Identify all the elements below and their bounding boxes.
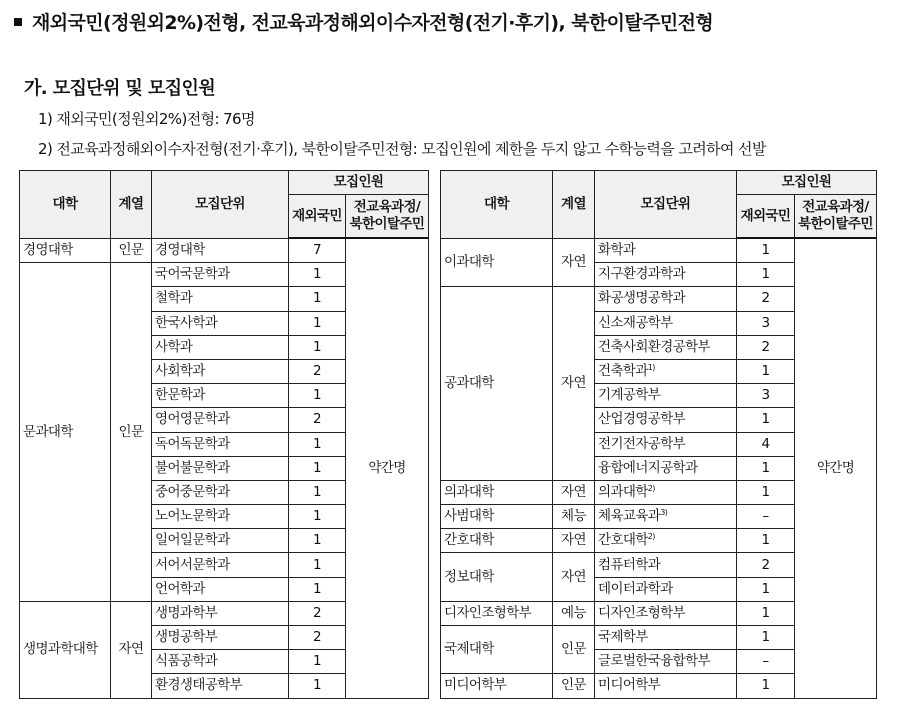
- header-track: 계열: [111, 171, 152, 239]
- note-overseas-quota: 1) 재외국민(정원외2%)전형: 76명: [38, 110, 255, 128]
- unit-name: 화학과: [598, 241, 636, 258]
- unit-name: 독어독문학과: [155, 435, 230, 452]
- header-unit: 모집단위: [595, 171, 737, 239]
- college-cell: 의과대학: [441, 480, 553, 504]
- unit-name: 국어국문학과: [155, 266, 230, 283]
- overseas-count-cell: 1: [289, 311, 346, 335]
- overseas-count-cell: 2: [289, 601, 346, 625]
- overseas-count-cell: 2: [289, 408, 346, 432]
- unit-cell: [152, 287, 289, 311]
- unit-name: 간호대학: [598, 532, 648, 549]
- unit-name: 중어중문학과: [155, 483, 230, 500]
- unit-cell: [595, 505, 737, 529]
- overseas-count-cell: 1: [737, 408, 795, 432]
- overseas-count-cell: 1: [289, 529, 346, 553]
- unit-name: 신소재공학부: [598, 314, 673, 331]
- unit-name: 노어노문학과: [155, 508, 230, 525]
- header-quota: 모집인원: [289, 171, 429, 195]
- header-unit: 모집단위: [152, 171, 289, 239]
- footnote-marker: 2): [647, 483, 655, 493]
- unit-cell: [152, 456, 289, 480]
- square-bullet-icon: [14, 18, 22, 26]
- unit-name: 언어학과: [155, 580, 205, 597]
- footnote-marker: 1): [647, 363, 655, 373]
- unit-cell: [595, 359, 737, 383]
- overseas-count-cell: 1: [289, 480, 346, 504]
- unit-cell: [152, 650, 289, 674]
- college-cell: 이과대학: [441, 238, 553, 287]
- unit-name: 건축사회환경공학부: [598, 338, 710, 355]
- overseas-count-cell: 1: [737, 601, 795, 625]
- table-row: [441, 238, 877, 263]
- track-cell: 체능: [553, 505, 595, 529]
- unit-cell: [152, 238, 289, 263]
- overseas-count-cell: 1: [737, 456, 795, 480]
- unit-name: 지구환경과학과: [598, 266, 686, 283]
- track-cell: 자연: [111, 601, 152, 698]
- header-other-line2: 북한이탈주민: [798, 216, 873, 232]
- college-cell: 미디어학부: [441, 674, 553, 698]
- college-cell: 사범대학: [441, 505, 553, 529]
- overseas-count-cell: 7: [289, 238, 346, 263]
- overseas-count-cell: 4: [737, 432, 795, 456]
- track-cell: 예능: [553, 601, 595, 625]
- overseas-count-cell: 1: [289, 432, 346, 456]
- table-header: [441, 171, 877, 239]
- unit-name: 미디어학부: [598, 677, 661, 694]
- quota-table-right: [440, 170, 877, 699]
- college-cell: 정보대학: [441, 553, 553, 601]
- unit-cell: [152, 505, 289, 529]
- unit-cell: [595, 287, 737, 311]
- unit-name: 불어불문학과: [155, 459, 230, 476]
- footnote-marker: 3): [660, 508, 668, 518]
- unit-name: 철학과: [155, 290, 193, 307]
- header-overseas: 재외국민: [737, 195, 795, 239]
- track-cell: 자연: [553, 287, 595, 481]
- overseas-count-cell: 1: [289, 287, 346, 311]
- college-cell: 생명과학대학: [20, 601, 111, 698]
- overseas-count-cell: 1: [737, 626, 795, 650]
- unit-name: 영어영문학과: [155, 411, 230, 428]
- unit-name: 산업경영공학부: [598, 411, 686, 428]
- college-cell: 공과대학: [441, 287, 553, 481]
- unit-cell: [152, 263, 289, 287]
- unit-cell: [152, 626, 289, 650]
- unit-cell: [152, 601, 289, 625]
- overseas-count-cell: 1: [737, 577, 795, 601]
- overseas-count-cell: 1: [737, 359, 795, 383]
- header-college: 대학: [20, 171, 111, 239]
- unit-cell: [595, 335, 737, 359]
- header-other-line1: 전교육과정/: [802, 199, 869, 215]
- unit-name: 식품공학과: [155, 653, 218, 670]
- unit-name: 글로벌한국융합학부: [598, 653, 710, 670]
- header-overseas: 재외국민: [289, 195, 346, 239]
- unit-name: 환경생태공학부: [155, 677, 243, 694]
- overseas-count-cell: 1: [737, 529, 795, 553]
- unit-cell: [595, 384, 737, 408]
- unit-cell: [595, 650, 737, 674]
- other-quota-cell: 약간명: [795, 238, 877, 698]
- table-body: [20, 238, 429, 698]
- overseas-count-cell: 2: [289, 626, 346, 650]
- unit-name: 건축학과: [598, 363, 648, 380]
- overseas-count-cell: 3: [737, 384, 795, 408]
- overseas-count-cell: 1: [289, 456, 346, 480]
- college-cell: 국제대학: [441, 626, 553, 674]
- unit-name: 국제학부: [598, 629, 648, 646]
- subsection-title: 가. 모집단위 및 모집인원: [24, 78, 216, 99]
- unit-name: 의과대학: [598, 483, 648, 500]
- quota-table-left: [19, 170, 429, 699]
- unit-cell: [152, 480, 289, 504]
- unit-name: 디자인조형학부: [598, 604, 686, 621]
- unit-name: 서어서문학과: [155, 556, 230, 573]
- unit-name: 전기전자공학부: [598, 435, 686, 452]
- track-cell: 인문: [553, 674, 595, 698]
- table-header: [20, 171, 429, 239]
- unit-name: 생명과학부: [155, 604, 218, 621]
- unit-cell: [152, 529, 289, 553]
- section-title-text: 재외국민(정원외2%)전형, 전교육과정해외이수자전형(전기·후기), 북한이탈주민전형: [32, 12, 714, 34]
- overseas-count-cell: 1: [289, 335, 346, 359]
- section-title: [14, 8, 713, 35]
- unit-cell: [595, 577, 737, 601]
- unit-cell: [152, 408, 289, 432]
- overseas-count-cell: –: [737, 650, 795, 674]
- unit-name: 생명공학부: [155, 629, 218, 646]
- header-track: 계열: [553, 171, 595, 239]
- overseas-count-cell: 1: [289, 384, 346, 408]
- unit-cell: [152, 335, 289, 359]
- unit-cell: [152, 359, 289, 383]
- unit-cell: [152, 553, 289, 577]
- header-other: [795, 195, 877, 239]
- college-cell: 문과대학: [20, 263, 111, 602]
- header-other: [346, 195, 429, 239]
- college-cell: 간호대학: [441, 529, 553, 553]
- unit-cell: [152, 311, 289, 335]
- overseas-count-cell: 1: [737, 238, 795, 263]
- overseas-count-cell: 1: [737, 674, 795, 698]
- unit-name: 화공생명공학과: [598, 290, 686, 307]
- table-row: [20, 238, 429, 263]
- track-cell: 인문: [553, 626, 595, 674]
- overseas-count-cell: 2: [737, 335, 795, 359]
- unit-name: 융합에너지공학과: [598, 459, 698, 476]
- college-cell: 경영대학: [20, 238, 111, 263]
- other-quota-cell: 약간명: [346, 238, 429, 698]
- track-cell: 인문: [111, 238, 152, 263]
- unit-name: 데이터과학과: [598, 580, 673, 597]
- unit-cell: [152, 384, 289, 408]
- unit-name: 일어일문학과: [155, 532, 230, 549]
- unit-cell: [595, 480, 737, 504]
- college-cell: 디자인조형학부: [441, 601, 553, 625]
- unit-name: 경영대학: [155, 241, 205, 258]
- unit-name: 한문학과: [155, 387, 205, 404]
- overseas-count-cell: 2: [289, 359, 346, 383]
- overseas-count-cell: 2: [737, 287, 795, 311]
- track-cell: 자연: [553, 480, 595, 504]
- overseas-count-cell: 2: [737, 553, 795, 577]
- unit-name: 사회학과: [155, 363, 205, 380]
- overseas-count-cell: 1: [289, 263, 346, 287]
- overseas-count-cell: 1: [289, 553, 346, 577]
- unit-cell: [595, 626, 737, 650]
- header-quota: 모집인원: [737, 171, 877, 195]
- unit-cell: [595, 529, 737, 553]
- unit-name: 기계공학부: [598, 387, 661, 404]
- unit-cell: [595, 601, 737, 625]
- unit-cell: [595, 311, 737, 335]
- header-other-line1: 전교육과정/: [353, 199, 421, 215]
- footnote-marker: 2): [647, 532, 655, 542]
- track-cell: 인문: [111, 263, 152, 602]
- unit-cell: [595, 432, 737, 456]
- unit-cell: [152, 432, 289, 456]
- unit-cell: [595, 456, 737, 480]
- track-cell: 자연: [553, 553, 595, 601]
- unit-cell: [595, 263, 737, 287]
- overseas-count-cell: 1: [737, 263, 795, 287]
- unit-cell: [595, 408, 737, 432]
- unit-name: 사학과: [155, 338, 193, 355]
- overseas-count-cell: 1: [289, 650, 346, 674]
- header-college: 대학: [441, 171, 553, 239]
- unit-cell: [595, 674, 737, 698]
- overseas-count-cell: 1: [289, 577, 346, 601]
- unit-cell: [152, 577, 289, 601]
- overseas-count-cell: 3: [737, 311, 795, 335]
- unit-name: 컴퓨터학과: [598, 556, 661, 573]
- unit-cell: [152, 674, 289, 698]
- overseas-count-cell: –: [737, 505, 795, 529]
- overseas-count-cell: 1: [289, 674, 346, 698]
- track-cell: 자연: [553, 238, 595, 287]
- header-other-line2: 북한이탈주민: [349, 216, 425, 232]
- unit-name: 체육교육과: [598, 508, 661, 525]
- overseas-count-cell: 1: [737, 480, 795, 504]
- note-selection-policy: 2) 전교육과정해외이수자전형(전기·후기), 북한이탈주민전형: 모집인원에 제한을 두지 않고 수학능력을 고려하여 선발: [38, 140, 766, 158]
- overseas-count-cell: 1: [289, 505, 346, 529]
- track-cell: 자연: [553, 529, 595, 553]
- unit-cell: [595, 238, 737, 263]
- table-body: [441, 238, 877, 698]
- unit-name: 한국사학과: [155, 314, 218, 331]
- unit-cell: [595, 553, 737, 577]
